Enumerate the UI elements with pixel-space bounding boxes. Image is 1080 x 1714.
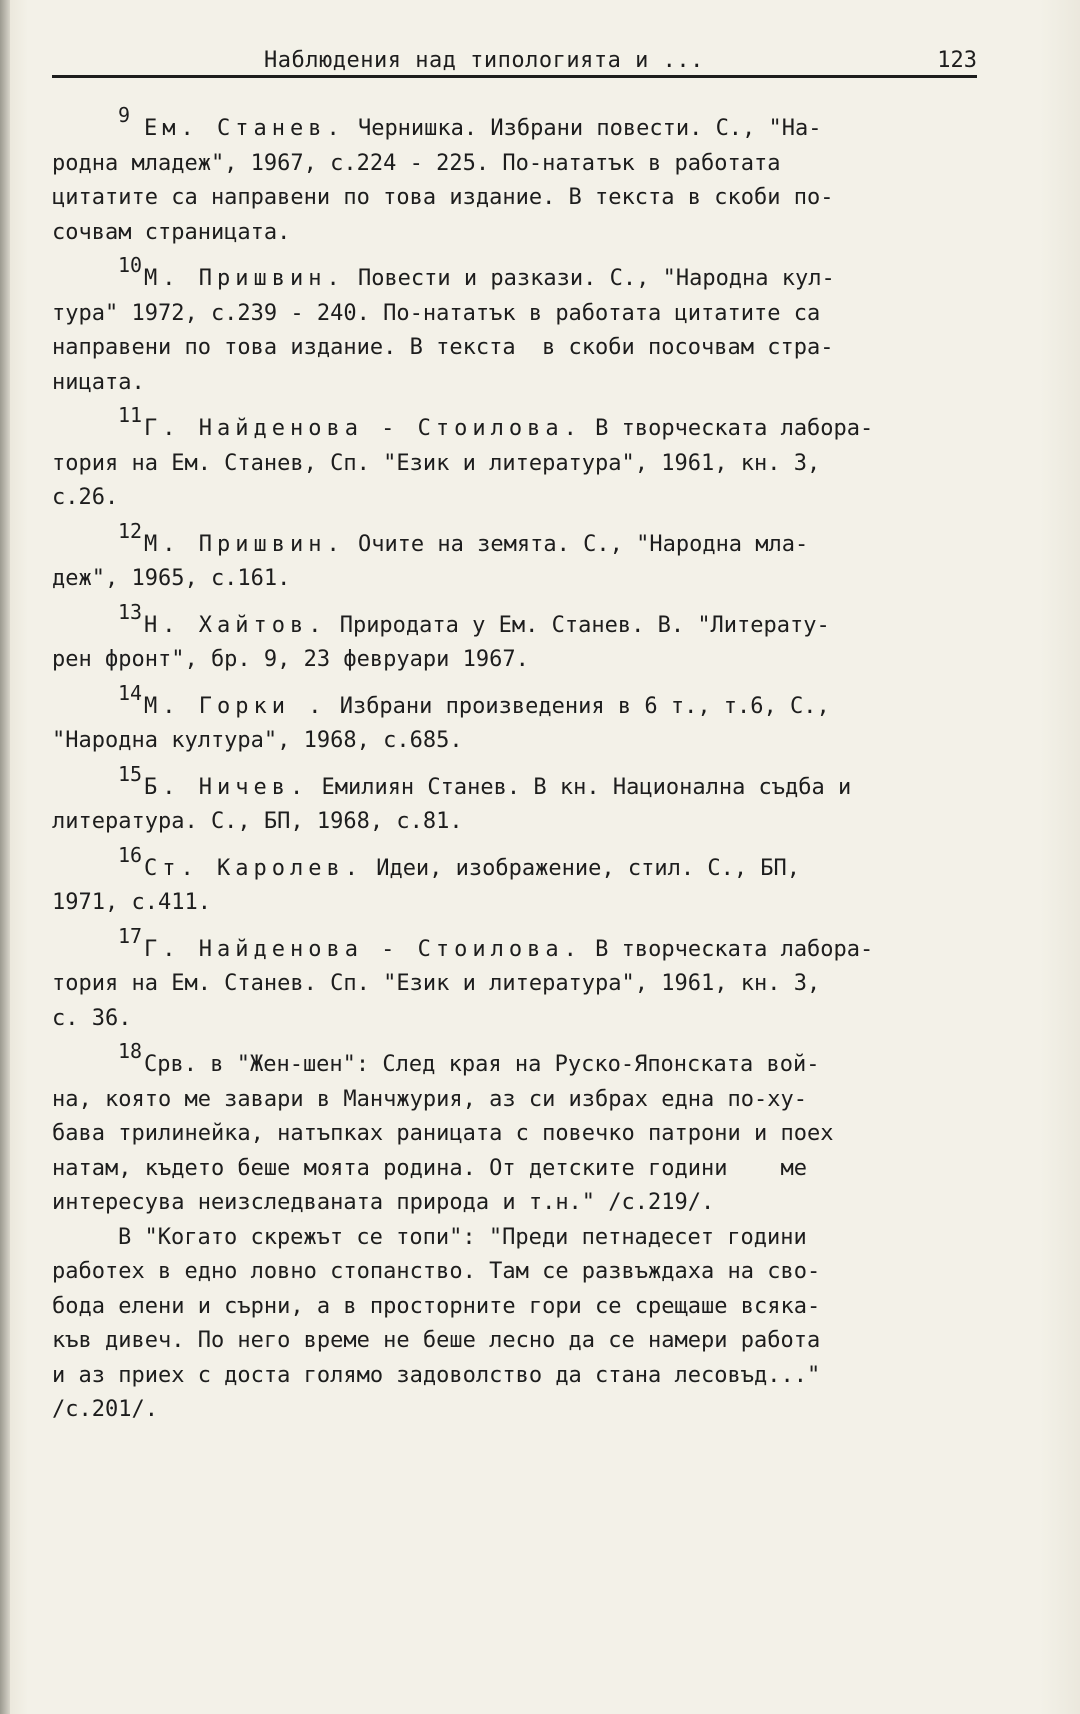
page-header <box>52 44 977 78</box>
footnote-line: родна младеж", 1967, с.224 - 225. По-нататък в работата <box>52 150 781 176</box>
footnote-text: В творческата лабора- <box>581 416 874 441</box>
footnote-line: тория на Ем. Станев. Сп. "Език и литература", 1961, кн. 3, <box>52 971 821 996</box>
footnote-author: М. Горки . <box>144 693 327 719</box>
footnote-11 <box>52 403 992 516</box>
footnote-line: работех в едно ловно стопанство. Там се развъждаха на сво- <box>52 1259 821 1284</box>
footnote-line: интересува неизследваната природа и т.н." /с.219/. <box>52 1190 715 1215</box>
footnote-line: "Народна култура", 1968, с.685. <box>52 728 463 753</box>
book-spine-shadow <box>0 0 10 1714</box>
footnote-text: Срв. в "Жен-шен": След края на Руско-Японската вой- <box>144 1052 820 1077</box>
footnote-13 <box>52 599 992 678</box>
footnote-number: 15 <box>118 761 143 786</box>
footnote-10 <box>52 253 992 400</box>
footnote-author: Ст. Каролев. <box>144 855 363 881</box>
footnote-line: литература. С., БП, 1968, с.81. <box>52 809 463 834</box>
footnote-number: 13 <box>118 599 143 624</box>
footnote-line: натам, където беше моята родина. От детските години ме <box>52 1155 807 1181</box>
footnote-line: тура" 1972, с.239 - 240. По-нататък в работата цитатите са <box>52 300 821 326</box>
footnote-author: Н. Хайтов. <box>144 612 327 638</box>
footnote-line: къв дивеч. По него време не беше лесно да се намери работа <box>52 1328 821 1353</box>
footnote-line: сочвам страницата. <box>52 219 291 245</box>
footnote-author: М. Пришвин. <box>144 266 345 291</box>
footnote-text: В творческата лабора- <box>581 936 874 962</box>
footnote-text: Повести и разкази. С., "Народна кул- <box>344 266 835 291</box>
footnote-number: 10 <box>118 253 143 277</box>
footnote-author: Г. Найденова - Стоилова. <box>144 936 582 962</box>
footnote-9 <box>52 103 992 250</box>
footnote-text: Очите на земята. С., "Народна мла- <box>344 531 809 557</box>
footnote-line: с.26. <box>52 485 119 510</box>
footnote-line: на, която ме завари в Манчжурия, аз си избрах една по-ху- <box>52 1086 807 1112</box>
footnote-text: Природата у Ем. Станев. В. "Литерату- <box>326 612 830 638</box>
footnote-line: ницата. <box>52 369 145 395</box>
footnote-number: 11 <box>118 403 143 427</box>
footnote-text: Емилиян Станев. В кн. Национална съдба и <box>308 774 852 800</box>
footnote-line: с. 36. <box>52 1005 132 1031</box>
footnotes <box>52 103 992 1440</box>
footnote-18 <box>52 1039 992 1428</box>
footnote-17 <box>52 923 992 1037</box>
footnote-author: М. Пришвин. <box>144 531 345 557</box>
footnote-line: 1971, с.411. <box>52 890 211 915</box>
footnote-line: цитатите са направени по това издание. В текста в скоби по- <box>52 185 834 210</box>
footnote-author: Г. Найденова - Стоилова. <box>144 416 582 441</box>
running-title: Наблюдения над типологията и ... <box>264 48 704 73</box>
footnote-number: 9 <box>118 103 131 127</box>
footnote-text: Идеи, изображение, стил. С., БП, <box>362 855 801 881</box>
footnote-line: рен фронт", бр. 9, 23 февруари 1967. <box>52 647 529 672</box>
footnote-number: 14 <box>118 680 143 705</box>
footnote-paragraph-start: В "Когато скрежът се топи": "Преди петнадесет години <box>118 1224 807 1250</box>
footnote-author: Ем. Станев. <box>144 116 345 141</box>
header-rule <box>52 75 977 78</box>
footnote-text: Чернишка. Избрани повести. С., "На- <box>344 116 822 141</box>
footnote-text: Избрани произведения в 6 т., т.6, С., <box>326 693 830 719</box>
footnote-line: бава трилинейка, натъпках раницата с повечко патрони и поех <box>52 1121 834 1146</box>
footnote-line: и аз приех с доста голямо задоволство да стана лесовъд..." <box>52 1362 821 1388</box>
page-number: 123 <box>937 48 977 73</box>
footnote-14 <box>52 680 992 759</box>
footnote-number: 18 <box>118 1039 143 1063</box>
footnote-line: тория на Ем. Станев, Сп. "Език и литература", 1961, кн. 3, <box>52 450 821 476</box>
footnote-number: 12 <box>118 518 143 543</box>
footnote-line: деж", 1965, с.161. <box>52 566 291 591</box>
footnote-16 <box>52 842 992 921</box>
footnote-number: 17 <box>118 923 143 948</box>
footnote-12 <box>52 518 992 597</box>
footnote-line: /с.201/. <box>52 1397 158 1422</box>
footnote-15 <box>52 761 992 840</box>
footnote-line: направени по това издание. В текста в скоби посочвам стра- <box>52 335 834 360</box>
footnote-number: 16 <box>118 842 143 867</box>
footnote-author: Б. Ничев. <box>144 774 309 800</box>
footnote-line: бода елени и сърни, а в просторните гори се срещаше всяка- <box>52 1293 821 1319</box>
